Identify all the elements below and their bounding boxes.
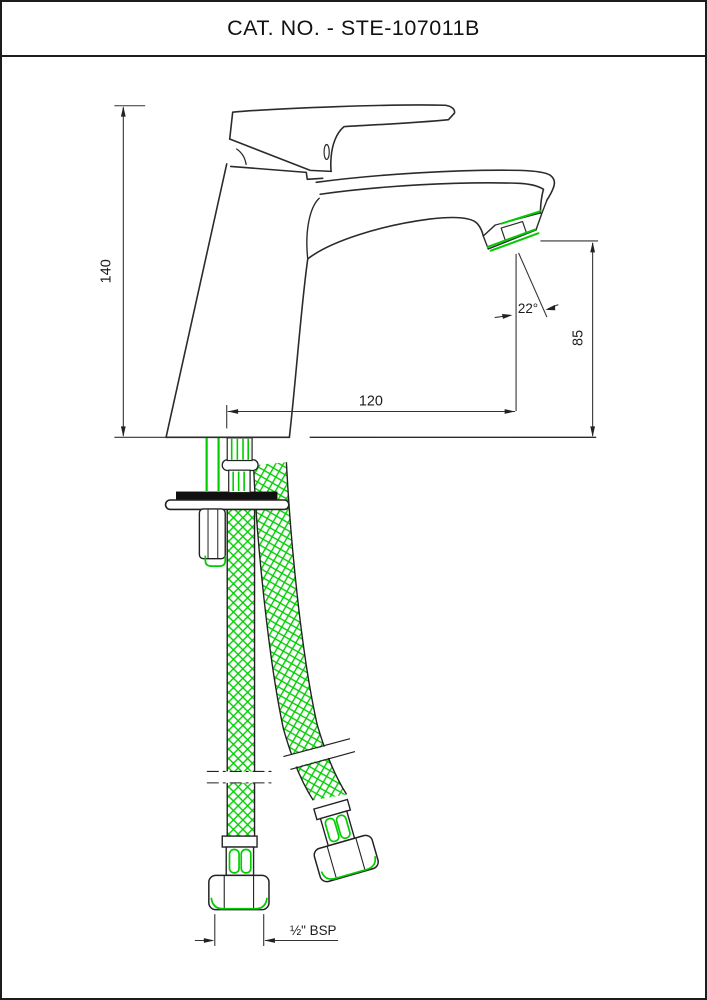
hose-connector-diagonal: [302, 796, 380, 883]
hose-break: [207, 771, 273, 782]
faucet-body: [166, 164, 323, 437]
faucet-spout: [308, 170, 555, 259]
dim-text-120: 120: [358, 393, 383, 410]
faucet-handle: [230, 105, 455, 171]
dim-outlet-height-85: [540, 241, 598, 437]
aerator-highlight: [488, 211, 541, 251]
handle-pivot-detail: [324, 145, 329, 160]
technical-drawing: [2, 2, 705, 998]
dim-angle-22: [495, 253, 559, 411]
cartridge-dome: [237, 149, 246, 164]
dim-text-85: 85: [570, 329, 587, 346]
supply-hose-diagonal: [254, 462, 356, 800]
mounting-nut: [199, 509, 225, 559]
mounting-flange: [166, 500, 289, 509]
dim-text-140: 140: [98, 259, 115, 284]
hex-nut: [209, 875, 269, 909]
mounting-rod: [207, 438, 219, 491]
mounting-gasket: [176, 492, 277, 500]
mounting-collar: [222, 460, 258, 471]
catalog-number: CAT. NO. - STE-107011B: [227, 16, 480, 40]
hose-connector-vertical: [209, 836, 269, 910]
dim-text-22deg: 22°: [517, 301, 539, 317]
dim-height-140: [114, 106, 166, 438]
dim-text-bsp: ½" BSP: [289, 923, 337, 939]
title-block: [2, 2, 705, 57]
